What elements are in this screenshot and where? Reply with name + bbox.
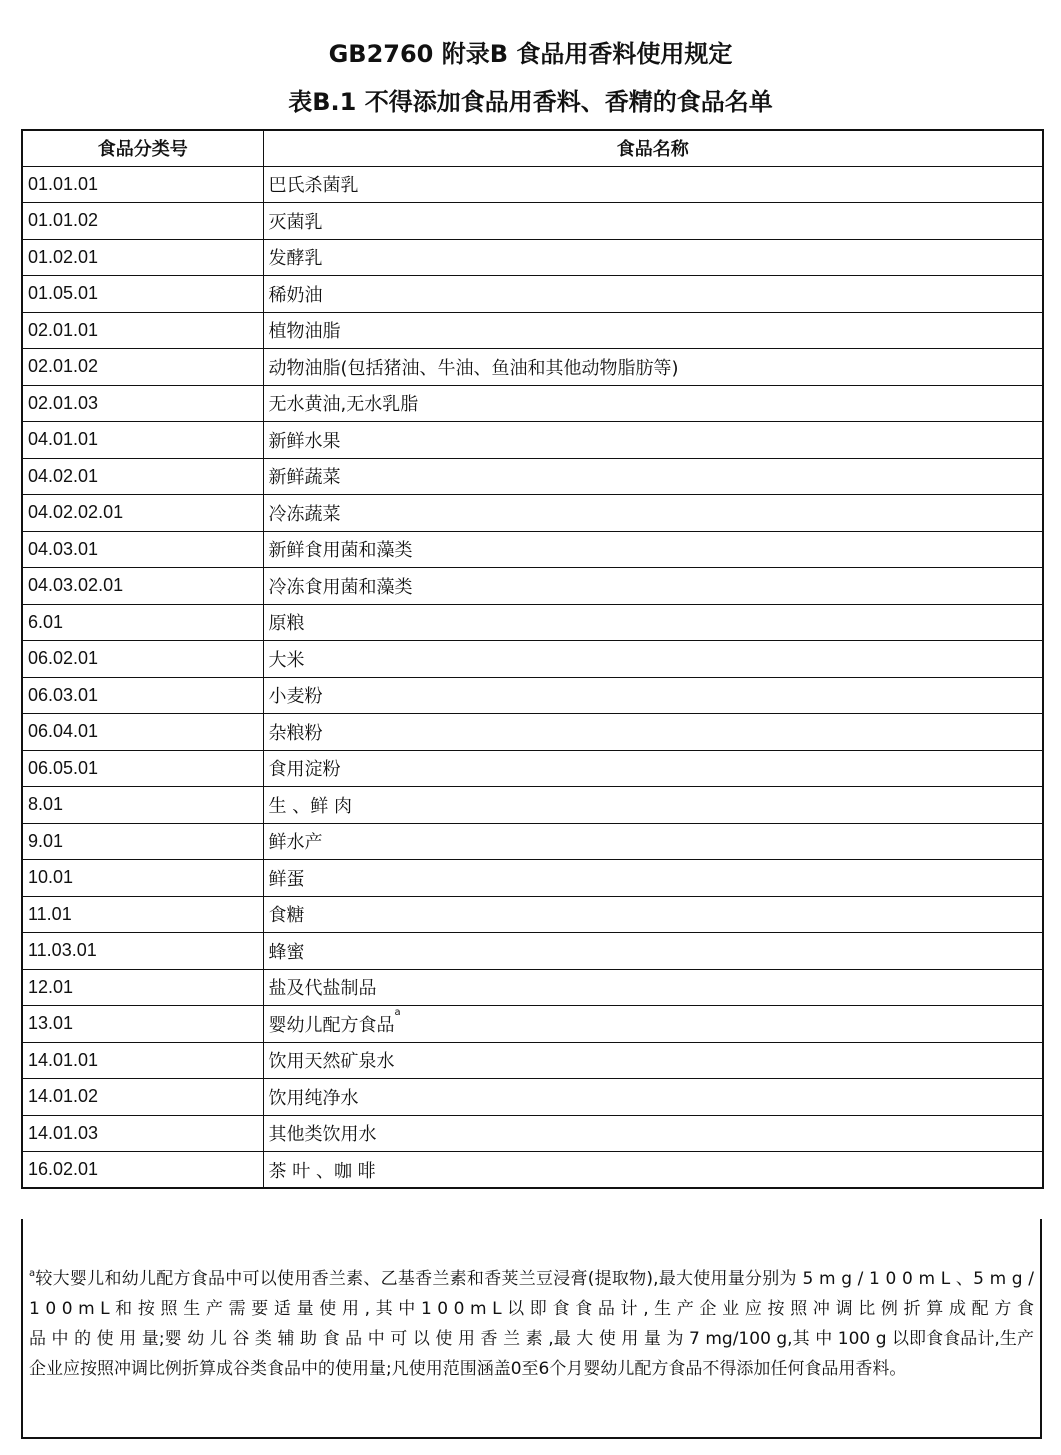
table-row <box>22 531 1043 568</box>
food-name-text: 植物油脂 <box>268 321 341 343</box>
food-name-text: 大米 <box>268 649 305 671</box>
table-row <box>22 203 1043 240</box>
food-name-text: 冷冻食用菌和藻类 <box>268 576 413 598</box>
food-name <box>263 276 1043 313</box>
food-name <box>263 677 1043 714</box>
food-name-text: 鲜水产 <box>268 832 323 854</box>
footnote-mark: a <box>29 1268 36 1279</box>
food-category-code: 06.04.01 <box>22 714 263 751</box>
food-list-table <box>21 129 1044 1189</box>
food-category-code: 13.01 <box>22 1006 263 1043</box>
food-category-code: 04.03.01 <box>22 531 263 568</box>
table-row <box>22 1115 1043 1152</box>
footnote <box>21 1219 1042 1439</box>
food-name <box>263 239 1043 276</box>
food-name-text: 饮用天然矿泉水 <box>268 1051 395 1073</box>
food-name <box>263 422 1043 459</box>
food-category-code: 01.01.02 <box>22 203 263 240</box>
table-body <box>22 166 1043 1188</box>
food-category-code: 01.05.01 <box>22 276 263 313</box>
food-name <box>263 969 1043 1006</box>
food-name <box>263 641 1043 678</box>
food-category-code: 14.01.02 <box>22 1079 263 1116</box>
food-category-code: 16.02.01 <box>22 1152 263 1189</box>
food-name <box>263 1042 1043 1079</box>
table-row <box>22 1079 1043 1116</box>
table-row <box>22 1042 1043 1079</box>
food-category-code: 04.03.02.01 <box>22 568 263 605</box>
food-name-text: 动物油脂(包括猪油、牛油、鱼油和其他动物脂肪等) <box>268 357 679 379</box>
food-name-text: 新鲜食用菌和藻类 <box>268 540 413 562</box>
footnote-reference: a <box>394 1006 401 1018</box>
food-name <box>263 714 1043 751</box>
food-category-code: 11.03.01 <box>22 933 263 970</box>
food-name-text: 灭菌乳 <box>268 211 323 233</box>
footnote-text: 较大婴儿和幼儿配方食品中可以使用香兰素、乙基香兰素和香荚兰豆浸膏(提取物),最大使用量分别为 5 m g / 1 0 0 m L 、5 m g / 1 0 0 m L 和 按 照 生 产 需 要 适 量 使 用 , 其 中 1 0 0 m L 以 即 食 食 品 计 , 生 产 企 业 应 按 照 冲 调 比 例 折 算 成 配 方 食 品 中 的 使 用 量;婴 幼 儿 谷 类 辅 助 食 品 中 可 以 使 用 香 兰 素 ,最 大 使 用 量 为 7 mg/100 g,其 中 100 g 以即食食品计,生产企业应按照冲调比例折算成谷类食品中的使用量;凡使用范围涵盖0至6个月婴幼儿配方食品不得添加任何食品用香料。 <box>29 1269 1034 1379</box>
food-name-text: 其他类饮用水 <box>268 1124 377 1146</box>
food-name <box>263 823 1043 860</box>
food-name <box>263 495 1043 532</box>
table-row <box>22 495 1043 532</box>
food-category-code: 06.02.01 <box>22 641 263 678</box>
food-category-code: 02.01.03 <box>22 385 263 422</box>
food-category-code: 04.02.02.01 <box>22 495 263 532</box>
food-category-code: 06.05.01 <box>22 750 263 787</box>
food-name-text: 盐及代盐制品 <box>268 978 377 1000</box>
food-category-code: 10.01 <box>22 860 263 897</box>
table-row <box>22 349 1043 386</box>
food-name-text: 食糖 <box>268 905 305 927</box>
table-row <box>22 896 1043 933</box>
table-row <box>22 1006 1043 1043</box>
food-name <box>263 896 1043 933</box>
table-title: 表B.1 不得添加食品用香料、香精的食品名单 <box>288 88 773 116</box>
table-row <box>22 604 1043 641</box>
table-row <box>22 787 1043 824</box>
food-name <box>263 604 1043 641</box>
food-category-code: 04.01.01 <box>22 422 263 459</box>
food-category-code: 06.03.01 <box>22 677 263 714</box>
food-name-text: 无水黄油,无水乳脂 <box>268 394 419 416</box>
food-name-text: 新鲜水果 <box>268 430 341 452</box>
food-name <box>263 166 1043 203</box>
table-row <box>22 166 1043 203</box>
header-food-category-code: 食品分类号 <box>22 130 263 166</box>
food-name-text: 稀奶油 <box>268 284 323 306</box>
header-food-name: 食品名称 <box>263 130 1043 166</box>
food-name <box>263 860 1043 897</box>
food-category-code: 12.01 <box>22 969 263 1006</box>
table-row <box>22 860 1043 897</box>
table-row <box>22 385 1043 422</box>
food-name-text: 食用淀粉 <box>268 759 341 781</box>
food-name <box>263 750 1043 787</box>
food-name <box>263 933 1043 970</box>
food-category-code: 04.02.01 <box>22 458 263 495</box>
food-category-code: 14.01.01 <box>22 1042 263 1079</box>
food-name <box>263 458 1043 495</box>
table-row <box>22 239 1043 276</box>
food-name-text: 婴幼儿配方食品 <box>268 1014 395 1036</box>
food-name-text: 蜂蜜 <box>268 941 305 963</box>
table-row <box>22 823 1043 860</box>
food-name-text: 茶 叶 、咖 啡 <box>268 1160 376 1182</box>
food-name-text: 饮用纯净水 <box>268 1087 359 1109</box>
food-name-text: 小麦粉 <box>268 686 323 708</box>
food-name-text: 巴氏杀菌乳 <box>268 175 359 197</box>
food-category-code: 8.01 <box>22 787 263 824</box>
food-category-code: 11.01 <box>22 896 263 933</box>
food-category-code: 01.01.01 <box>22 166 263 203</box>
food-name <box>263 203 1043 240</box>
food-name <box>263 1115 1043 1152</box>
table-row <box>22 969 1043 1006</box>
food-category-code: 02.01.02 <box>22 349 263 386</box>
food-name <box>263 1006 1043 1043</box>
document-title: GB2760 附录B 食品用香料使用规定 <box>328 40 733 68</box>
food-name-text: 原粮 <box>268 613 305 635</box>
food-name-text: 杂粮粉 <box>268 722 323 744</box>
table-row <box>22 750 1043 787</box>
food-name-text: 发酵乳 <box>268 248 323 270</box>
table-row <box>22 276 1043 313</box>
food-category-code: 02.01.01 <box>22 312 263 349</box>
food-name-text: 冷冻蔬菜 <box>268 503 341 525</box>
food-name-text: 鲜蛋 <box>268 868 305 890</box>
table-row <box>22 1152 1043 1189</box>
food-name-text: 生 、鲜 肉 <box>268 795 352 817</box>
food-name <box>263 349 1043 386</box>
table-row <box>22 458 1043 495</box>
food-name <box>263 385 1043 422</box>
food-category-code: 14.01.03 <box>22 1115 263 1152</box>
food-name <box>263 531 1043 568</box>
table-row <box>22 641 1043 678</box>
table-row <box>22 714 1043 751</box>
table-row <box>22 568 1043 605</box>
food-name <box>263 1079 1043 1116</box>
food-category-code: 01.02.01 <box>22 239 263 276</box>
food-category-code: 6.01 <box>22 604 263 641</box>
table-header-row <box>22 130 1043 166</box>
table-row <box>22 422 1043 459</box>
food-name <box>263 1152 1043 1189</box>
food-name-text: 新鲜蔬菜 <box>268 467 341 489</box>
food-category-code: 9.01 <box>22 823 263 860</box>
food-name <box>263 568 1043 605</box>
table-row <box>22 677 1043 714</box>
table-row <box>22 933 1043 970</box>
food-name <box>263 312 1043 349</box>
table-row <box>22 312 1043 349</box>
food-name <box>263 787 1043 824</box>
